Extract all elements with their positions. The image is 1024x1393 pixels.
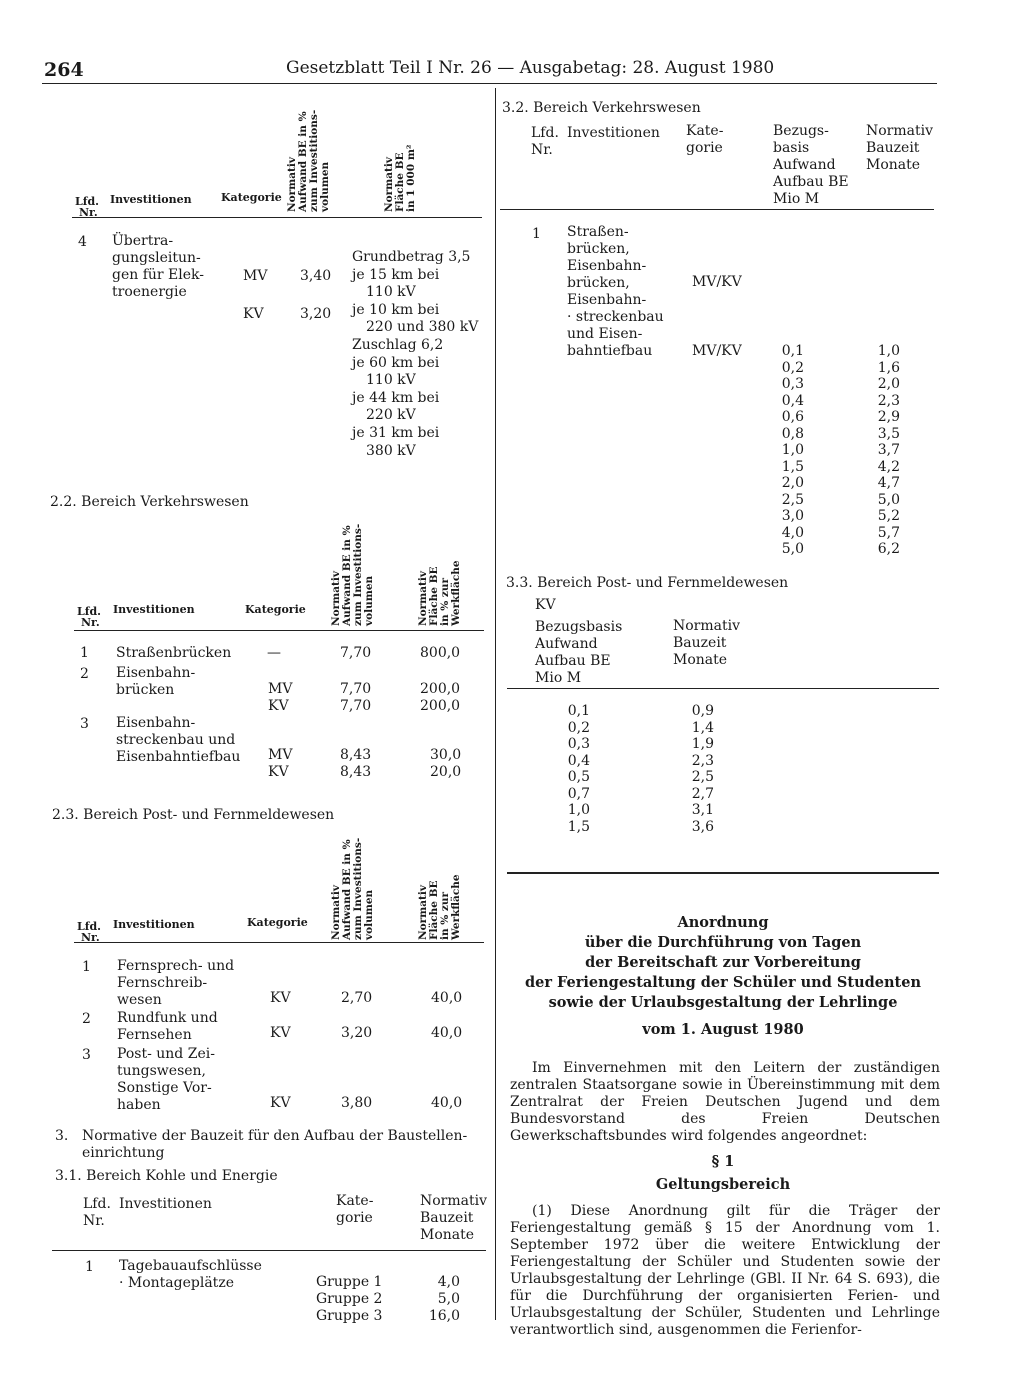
table-rule — [72, 217, 482, 218]
table-rule — [500, 209, 934, 210]
paragraph-title: Geltungsbereich — [655, 1176, 791, 1193]
col-header-normativ: Normativ Bauzeit Monate — [420, 1193, 488, 1243]
row-investition: Straßen- brücken, Eisenbahn- brücken, Eisenbahn- · streckenbau und Eisen- bahntiefbau — [567, 224, 664, 359]
col-header-nr: Nr. — [81, 616, 100, 629]
column-divider — [495, 88, 496, 1320]
col-bauzeit-values: 1,0 1,6 2,0 2,3 2,9 3,5 3,7 4,2 4,7 5,0 5,2 5,7 6,2 — [877, 343, 900, 557]
table-rule — [74, 942, 484, 943]
row-investition: Fernsprech- und Fernschreib- wesen — [117, 958, 235, 1008]
col-header-kategorie: Kate- gorie — [336, 1193, 374, 1226]
col-header-nr: Nr. — [531, 142, 553, 158]
row-kategorie-kv: KV — [243, 306, 264, 322]
header-rule — [42, 83, 937, 84]
row-number: 1 — [532, 226, 541, 242]
row-investition: Straßenbrücken — [116, 645, 232, 661]
row-investition: Eisenbahn- streckenbau und Eisenbahntiefbau — [116, 715, 241, 765]
col-bezugsbasis-values: 0,1 0,2 0,3 0,4 0,6 0,8 1,0 1,5 2,0 2,5 3,0 4,0 5,0 — [781, 343, 804, 557]
col-header-normativ-flaeche: Normativ Fläche BE in % zur Werkfläche — [417, 560, 462, 626]
section-title: 2.2. Bereich Verkehrswesen — [50, 494, 249, 510]
col-header-normativ-flaeche: Normativ Fläche BE in % zur Werkfläche — [417, 874, 462, 940]
col-header-lfd: Lfd. — [75, 195, 99, 208]
section-3-title: Normative der Bauzeit für den Aufbau der Baustellen- — [82, 1128, 468, 1144]
row-value-kv: 3,20 — [300, 306, 332, 322]
row-investition: Post- und Zei- tungswesen, Sonstige Vor- haben — [117, 1046, 215, 1113]
row-kategorie: KV — [270, 1025, 291, 1041]
col-header-nr: Nr. — [79, 206, 98, 219]
col-header-investitionen: Investitionen — [113, 603, 195, 616]
row-investition: Eisenbahn- brücken — [116, 665, 196, 698]
row-flaeche: 200,0 200,0 — [420, 681, 461, 714]
col-header-normativ-aufwand: Normativ Aufwand BE in % zum Investitions- volumen — [286, 109, 331, 212]
row-flaeche: 40,0 — [431, 1025, 463, 1041]
col-header-bezugsbasis: Bezugsbasis Aufwand Aufbau BE Mio M — [535, 619, 623, 686]
row-kategorie: KV — [270, 990, 291, 1006]
section-kategorie: KV — [535, 597, 556, 613]
anordnung-intro: Im Einvernehmen mit den Leitern der zuständigen zentralen Staatsorgane sowie in Übereinstimmung mit dem Zentralrat der Freien Deutschen Jugend und dem Bundesvorstand des Freien Deutschen Gewerkschaftsbundes wird folgendes angeordnet: — [510, 1060, 940, 1144]
row-number: 2 — [82, 1011, 91, 1027]
col-header-bezugsbasis: Bezugs- basis Aufwand Aufbau BE Mio M — [773, 123, 849, 207]
col-header-kategorie: Kate- gorie — [686, 123, 724, 156]
col-header-investitionen: Investitionen — [567, 125, 660, 141]
anordnung-title: Anordnung über die Durchführung von Tagen der Bereitschaft zur Vorbereitung der Feriengestaltung der Schüler und Studenten sowie der Urlaubsgestaltung der Lehrlinge — [524, 914, 921, 1011]
row-number: 4 — [78, 234, 87, 250]
col-header-kategorie: Kategorie — [247, 916, 308, 929]
col-header-nr: Nr. — [81, 931, 100, 944]
flaeche-details: Grundbetrag 3,5 je 15 km bei 110 kV je 10 km bei 220 und 380 kV Zuschlag 6,2 je 60 km bei 110 kV je 44 km bei 220 kV je 31 km bei 380 kV — [352, 249, 479, 459]
row-investition: Übertra- gungsleitun- gen für Elek- troenergie — [112, 233, 205, 300]
section-separator — [507, 872, 939, 874]
row-bauzeit: 4,0 5,0 16,0 — [428, 1274, 460, 1324]
row-kategorie-2: MV/KV — [692, 343, 742, 359]
paragraph-number: § 1 — [711, 1153, 735, 1170]
table-rule — [74, 630, 484, 631]
row-kategorie-mv: MV — [243, 268, 268, 284]
row-kategorie: Gruppe 1 Gruppe 2 Gruppe 3 — [316, 1274, 383, 1324]
row-kategorie: KV — [270, 1095, 291, 1111]
row-aufwand: 7,70 — [340, 645, 372, 661]
row-kategorie: MV KV — [268, 681, 293, 714]
section-title: 3.3. Bereich Post- und Fernmeldewesen — [506, 575, 789, 591]
col-header-normativ: Normativ Bauzeit Monate — [673, 618, 741, 668]
table-rule — [507, 688, 939, 689]
row-aufwand: 7,70 7,70 — [340, 681, 372, 714]
col-header-kategorie: Kategorie — [221, 191, 282, 204]
col-header-nr: Nr. — [83, 1213, 105, 1229]
col-header-kategorie: Kategorie — [245, 603, 306, 616]
row-flaeche: 30,0 20,0 — [430, 747, 462, 780]
row-aufwand: 3,80 — [341, 1095, 373, 1111]
row-aufwand: 2,70 — [341, 990, 373, 1006]
section-title: 2.3. Bereich Post- und Fernmeldewesen — [52, 807, 335, 823]
col-header-investitionen: Investitionen — [113, 918, 195, 931]
section-3-number: 3. — [55, 1128, 69, 1144]
col-header-lfd: Lfd. — [83, 1196, 111, 1212]
row-kategorie-1: MV/KV — [692, 274, 742, 290]
row-kategorie: — — [267, 645, 281, 661]
col-header-normativ-flaeche: Normativ Fläche BE in 1 000 m² — [383, 144, 417, 212]
col-header-normativ-aufwand: Normativ Aufwand BE in % zum Investitions- volumen — [330, 523, 375, 626]
row-number: 2 — [80, 666, 89, 682]
running-title: Gesetzblatt Teil I Nr. 26 — Ausgabetag: 28. August 1980 — [286, 58, 775, 78]
row-flaeche: 40,0 — [431, 990, 463, 1006]
col-bauzeit-values: 0,9 1,4 1,9 2,3 2,5 2,7 3,1 3,6 — [691, 703, 714, 835]
row-flaeche: 40,0 — [431, 1095, 463, 1111]
col-header-normativ: Normativ Bauzeit Monate — [866, 123, 934, 173]
section-title: 3.2. Bereich Verkehrswesen — [502, 100, 701, 116]
col-header-lfd: Lfd. — [77, 605, 101, 618]
row-number: 3 — [82, 1047, 91, 1063]
row-investition: Tagebauaufschlüsse · Montageplätze — [119, 1258, 262, 1291]
anordnung-date: vom 1. August 1980 — [642, 1021, 804, 1038]
table-rule — [52, 1250, 486, 1251]
row-flaeche: 800,0 — [420, 645, 461, 661]
col-header-investitionen: Investitionen — [110, 193, 192, 206]
paragraph-text: (1) Diese Anordnung gilt für die Träger der Feriengestaltung gemäß § 15 der Anordnung vom 1. September 1972 über die weitere Entwicklung der Feriengestaltung der Schüler und Studenten sowie der Urlaubsgestaltung der Lehrlinge (GBl. II Nr. 64 S. 693), die für die Durchführung der organisierten Ferien- und Urlaubsgestaltung der Schüler, Studenten und Lehrlinge verantwortlich sind, ausgenommen die Ferienfor- — [510, 1203, 940, 1338]
col-header-lfd: Lfd. — [531, 125, 559, 141]
col-bezugsbasis-values: 0,1 0,2 0,3 0,4 0,5 0,7 1,0 1,5 — [567, 703, 590, 835]
row-number: 1 — [80, 645, 89, 661]
section-title: 3.1. Bereich Kohle und Energie — [55, 1168, 278, 1184]
row-value-mv: 3,40 — [300, 268, 332, 284]
row-aufwand: 3,20 — [341, 1025, 373, 1041]
row-number: 1 — [82, 959, 91, 975]
row-number: 1 — [85, 1259, 94, 1275]
col-header-investitionen: Investitionen — [119, 1196, 212, 1212]
row-number: 3 — [80, 716, 89, 732]
section-3-title-cont: einrichtung — [82, 1145, 165, 1161]
col-header-lfd: Lfd. — [77, 920, 101, 933]
col-header-normativ-aufwand: Normativ Aufwand BE in % zum Investitions- volumen — [330, 837, 375, 940]
row-aufwand: 8,43 8,43 — [340, 747, 372, 780]
row-investition: Rundfunk und Fernsehen — [117, 1010, 218, 1043]
row-kategorie: MV KV — [268, 747, 293, 780]
page-number: 264 — [44, 59, 84, 81]
